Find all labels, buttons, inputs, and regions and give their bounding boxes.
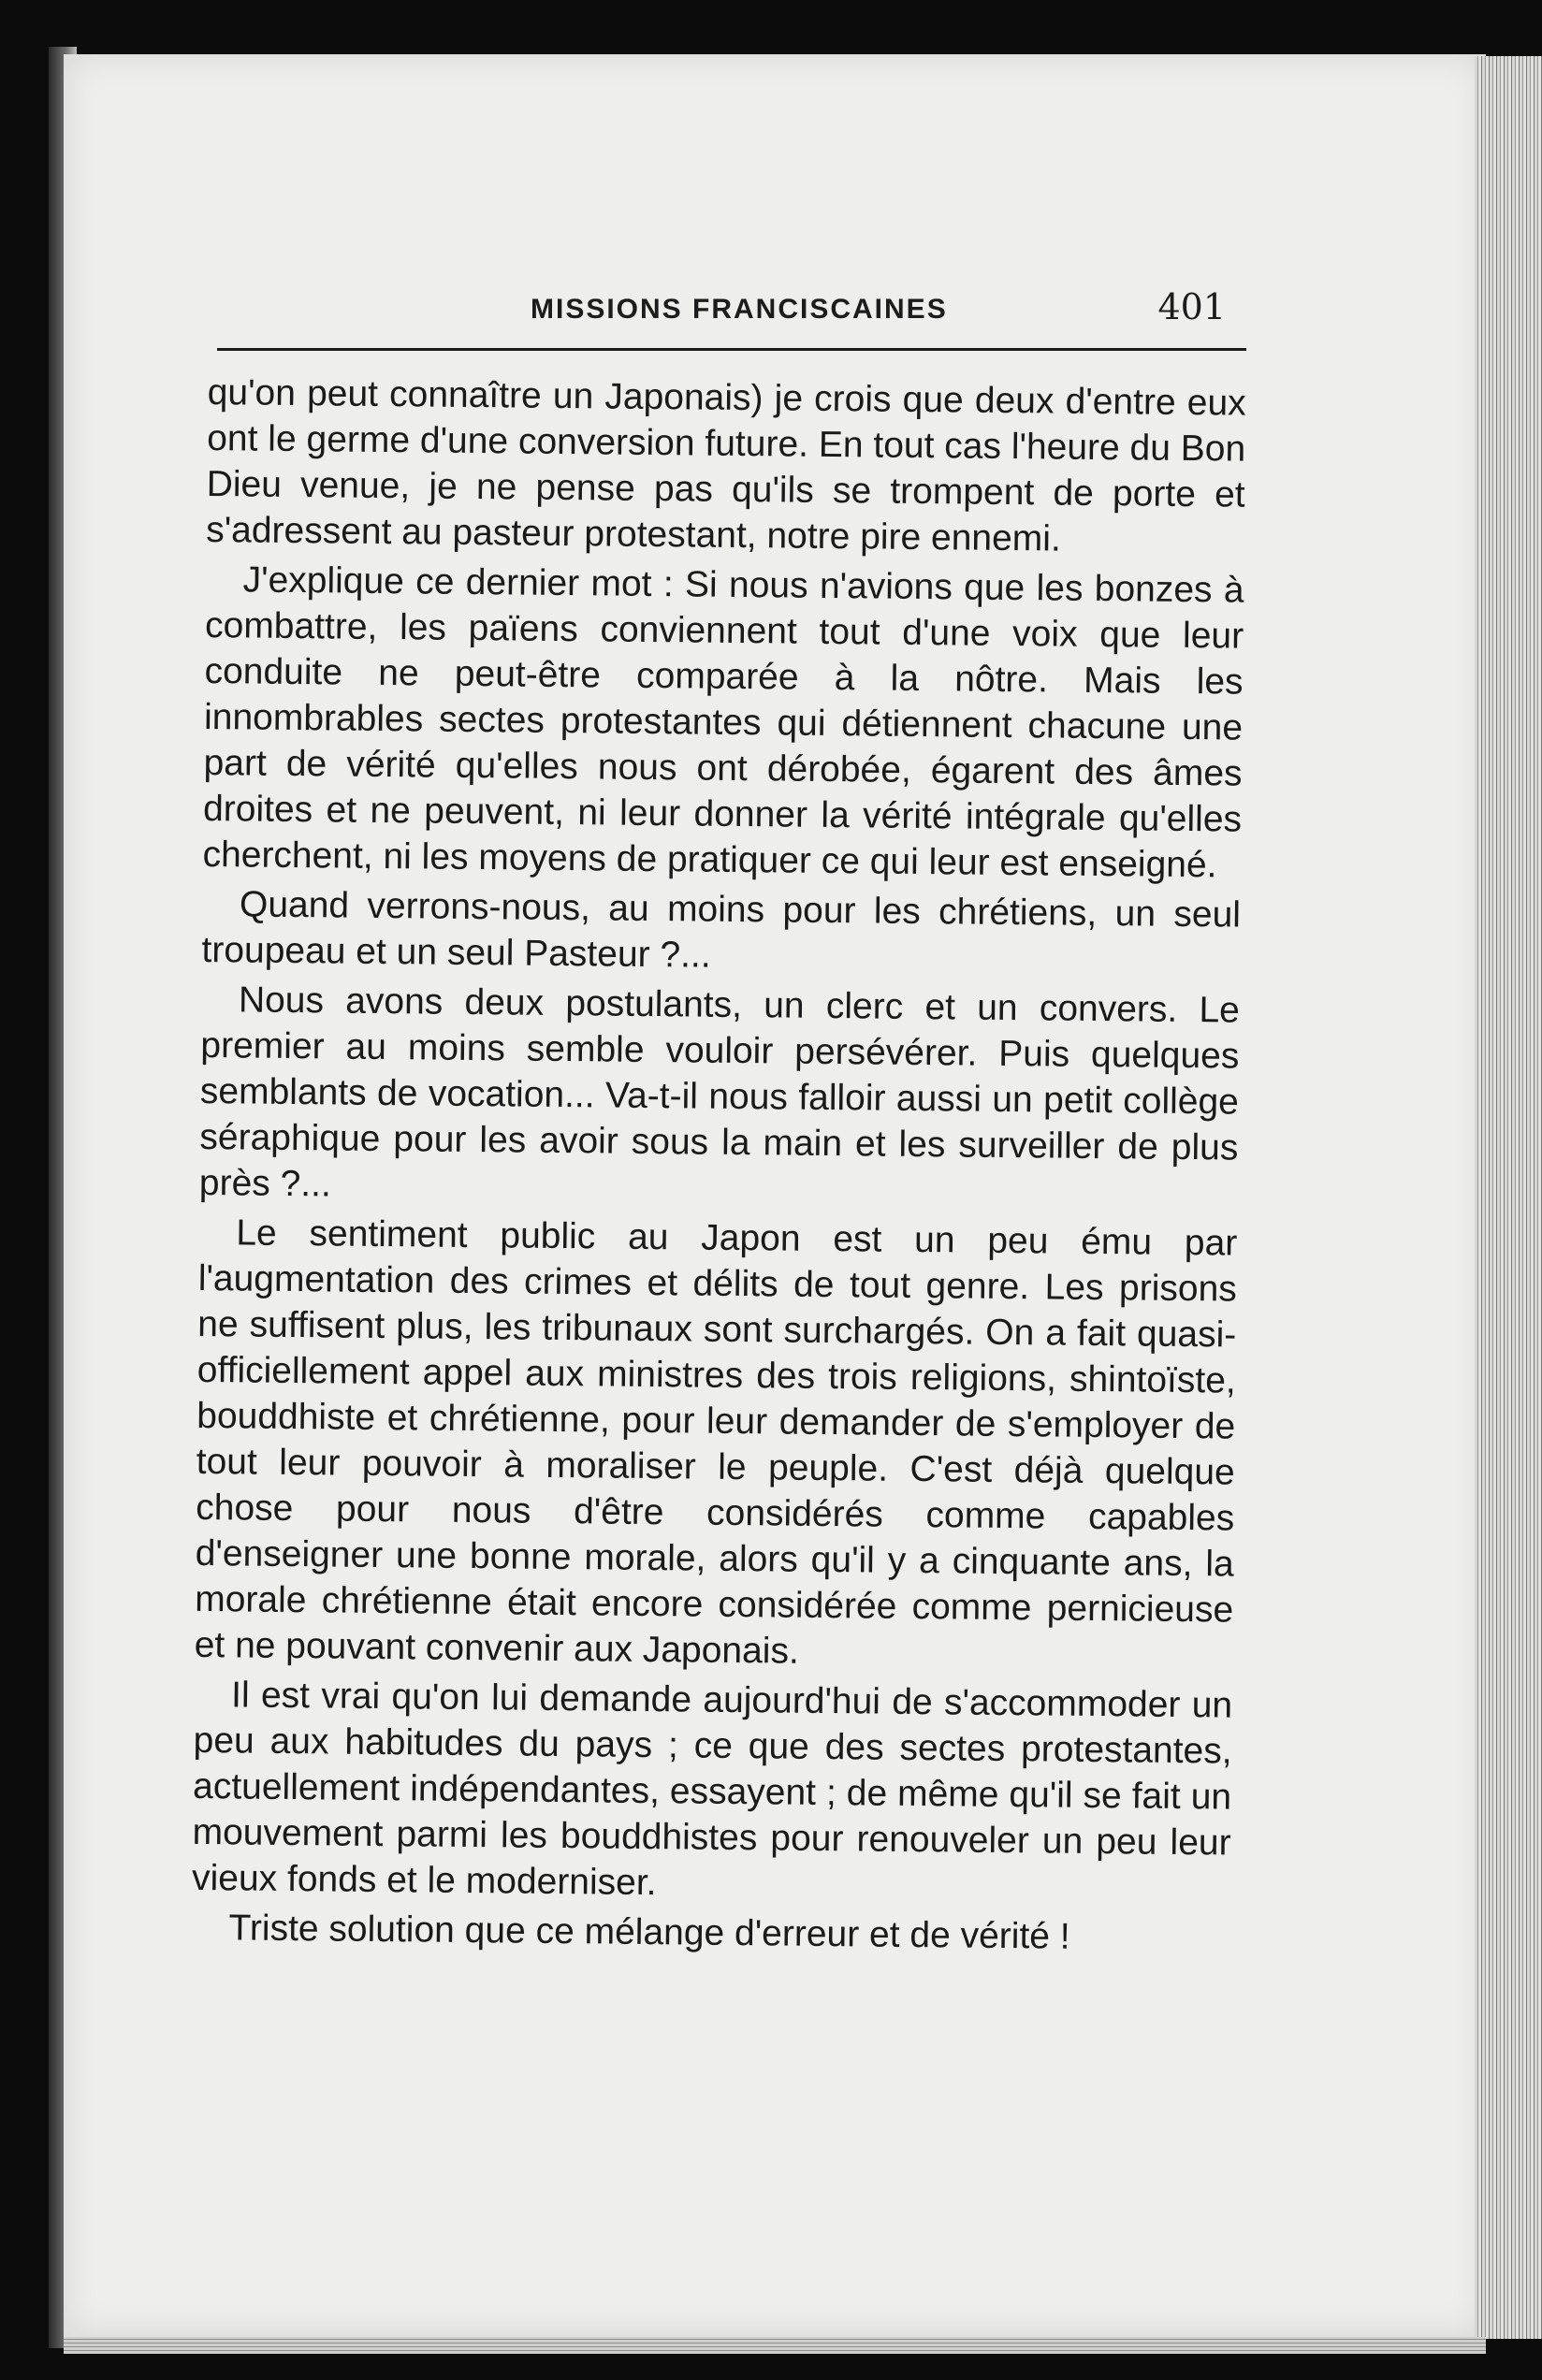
running-title: MISSIONS FRANCISCAINES [531,294,948,325]
paragraph: Quand verrons-nous, au moins pour les chrétiens, un seul troupeau et un seul Pasteur ?... [201,884,1242,976]
paragraph: J'explique ce dernier mot : Si nous n'avions que les bonzes à combattre, les païens conviennent tout d'une voix que leur conduite ne peut-être comparée à la nôtre. Mais les innombrables sectes protestantes qui détiennent chacune une part de vérité qu'elles nous ont dérobée, égarent des âmes droites et ne peuvent, ni leur donner la vérité intégrale qu'elles cherchent, ni les moyens de pratiquer ce qui leur est enseigné. [202,559,1244,886]
body-text [191,370,1246,1966]
paragraph: Nous avons deux postulants, un clerc et un convers. Le premier au moins semble vouloir persévérer. Puis quelques semblants de vocation... Va-t-il nous falloir aussi un petit collège séraphique pour les avoir sous la main et les surveiller de plus près ?... [198,980,1241,1205]
page-number: 401 [1157,286,1226,327]
paragraph: Il est vrai qu'on lui demande aujourd'hui de s'accommoder un peu aux habitudes du pays ; ce que des sectes protestantes, actuellement indépendantes, essayent ; de même qu'il se fait un mouvement parmi les bouddhistes pour renouveler un peu leur vieux fonds et le moderniser. [191,1675,1233,1904]
page-bottom-edge [64,2337,1486,2354]
paragraph: Triste solution que ce mélange d'erreur et de vérité ! [228,1908,1070,1957]
paragraph: Le sentiment public au Japon est un peu ému par l'augmentation des crimes et délits de tout genre. Les prisons ne suffisent plus, les tribunaux sont surchargés. On a fait quasi-officiellement appel aux ministres des trois religions, shintoïste, bouddhiste et chrétienne, pour leur demander de s'employer de tout leur pouvoir à moraliser le peuple. C'est déjà quelque chose pour nous d'être considérés comme capables d'enseigner une bonne morale, alors qu'il y a cinquante ans, la morale chrétienne était encore considérée comme pernicieuse et ne pouvant convenir aux Japonais. [194,1212,1238,1672]
page-header [217,281,1246,351]
page-edges [1475,56,1542,2339]
paragraph: qu'on peut connaître un Japonais) je crois que deux d'entre eux ont le germe d'une conversion future. En tout cas l'heure du Bon Dieu venue, je ne pense pas qu'ils se trompent de porte et s'adressent au pasteur protestant, notre pire ennemi. [205,371,1246,559]
